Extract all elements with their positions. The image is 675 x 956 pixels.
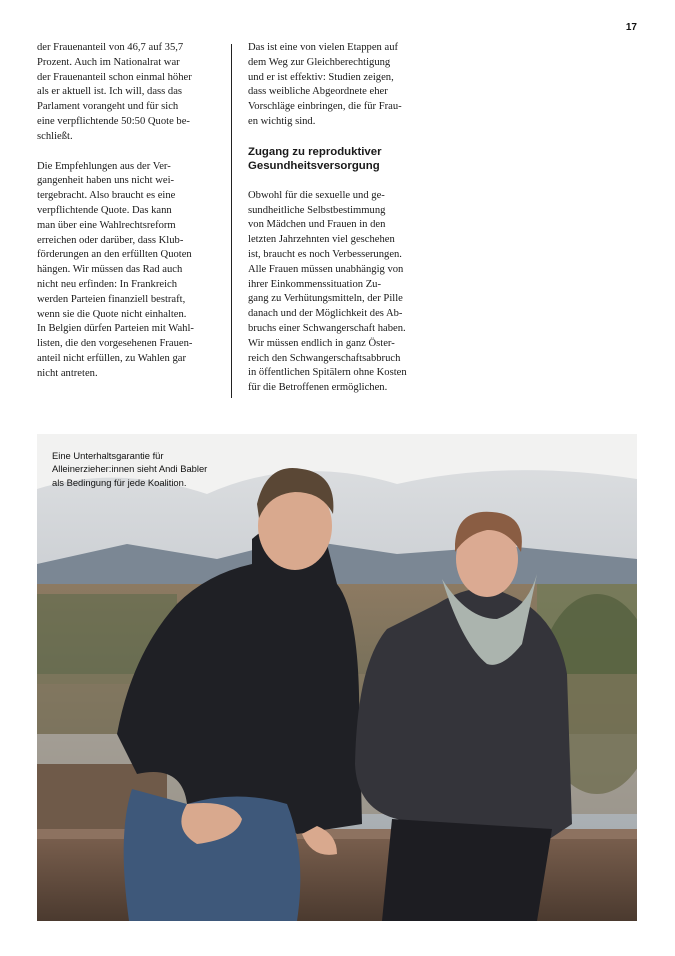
paragraph-1: der Frauenanteil von 46,7 auf 35,7 Prozent. Auch im Nationalrat war der Frauenanteil schon einmal höher als er aktuell ist. Ich will, dass das Parlament vorangeht und für sich eine verpflichtende 50:50 Quote be- schließt. <box>37 42 192 142</box>
right-column <box>248 41 433 411</box>
column-divider <box>231 44 232 398</box>
section-heading: Zugang zu reproduktiver Gesundheitsversorgung <box>248 145 382 172</box>
photo-illustration <box>37 434 637 921</box>
photo-caption: Eine Unterhaltsgarantie für Alleinerzieher:innen sieht Andi Babler als Bedingung für jede Koalition. <box>52 450 208 488</box>
article-photo <box>37 434 637 921</box>
paragraph-2: Die Empfehlungen aus der Ver- gangenheit haben uns nicht wei- tergebracht. Also braucht es eine verpflichtende Quote. Das kann man über eine Wahlrechtsreform erreichen oder darüber, dass Klub- förderungen an den erfüllten Quoten hängen. Wir müssen das Rad auch nicht neu erfinden: In Frankreich werden Parteien finanziell bestraft, wenn sie die Quote nicht einhalten. In Belgien dürfen Parteien mit Wahl- listen, die den vorgesehenen Frauen- anteil nicht erfüllen, zu Wahlen gar nicht antreten. <box>37 160 194 379</box>
left-column <box>37 41 227 397</box>
paragraph-3: Das ist eine von vielen Etappen auf dem Weg zur Gleichberechtigung und er ist effektiv: Studien zeigen, dass weibliche Abgeordnete eher Vorschläge einbringen, die für Frau- en wichtig sind. <box>248 42 402 127</box>
paragraph-4: Obwohl für die sexuelle und ge- sundheitliche Selbstbestimmung von Mädchen und Frauen in den letzten Jahrzehnten viel geschehen ist, braucht es noch Verbesserungen. Alle Frauen müssen unabhängig von ihrer Einkommenssituation Zu- gang zu Verhütungsmitteln, der Pille danach und der Möglichkeit des Ab- bruchs einer Schwangerschaft haben. Wir müssen endlich in ganz Öster- reich den Schwangerschaftsabbruch in öffentlichen Spitälern ohne Kosten für die Betroffenen ermöglichen. <box>248 189 407 394</box>
page-number: 17 <box>625 22 637 33</box>
